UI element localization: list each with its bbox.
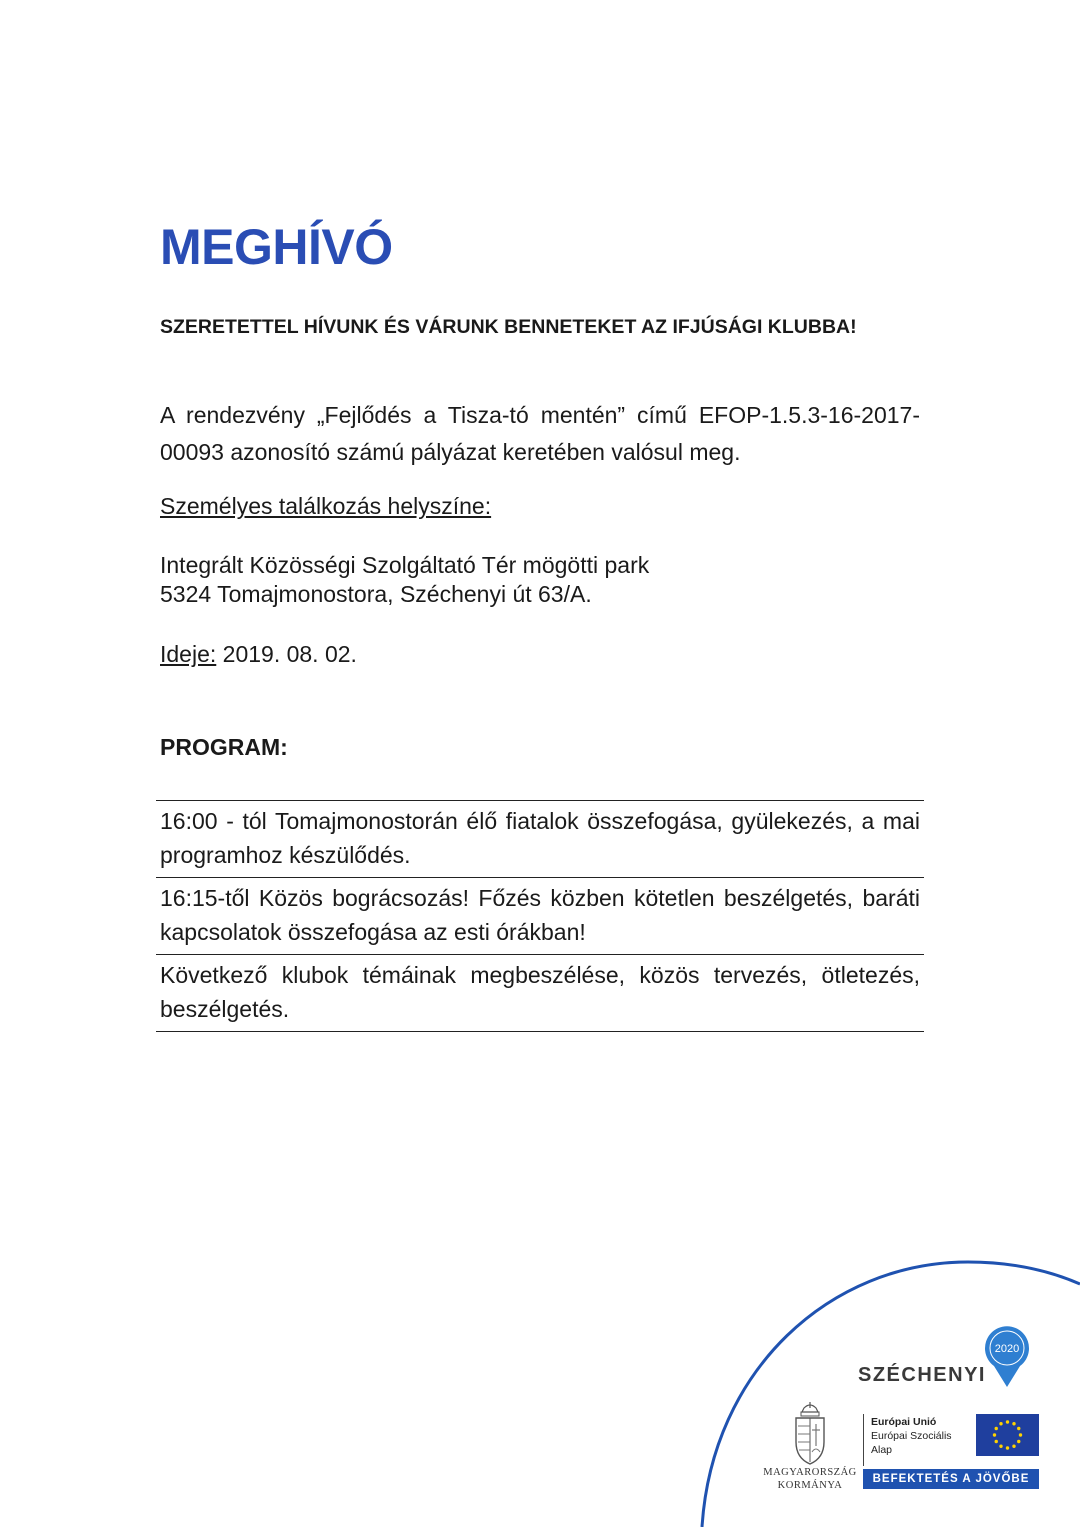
szechenyi-2020-pin-icon — [984, 1326, 1030, 1388]
eu-divider — [863, 1414, 864, 1466]
invest-future-banner: BEFEKTETÉS A JÖVŐBE — [863, 1469, 1039, 1489]
eu-star-icon — [995, 1427, 998, 1430]
intro-paragraph: A rendezvény „Fejlődés a Tisza-tó mentén” című EFOP-1.5.3-16-2017-00093 azonosító számú pályázat keretében valósul meg. — [160, 402, 920, 465]
hungarian-coat-of-arms-icon — [790, 1402, 830, 1466]
location-heading: Személyes találkozás helyszíne: — [160, 493, 492, 519]
invitation-subtitle: SZERETETTEL HÍVUNK ÉS VÁRUNK BENNETEKET AZ IFJÚSÁGI KLUBBA! — [160, 316, 857, 338]
eu-star-icon — [995, 1440, 998, 1443]
address-line-1: Integrált Közösségi Szolgáltató Tér mögötti park — [160, 552, 650, 578]
eu-star-icon — [1019, 1433, 1022, 1436]
page-title: MEGHÍVÓ — [160, 219, 393, 275]
government-label — [762, 1466, 858, 1492]
eu-star-icon — [1006, 1420, 1009, 1423]
eu-star-icon — [1006, 1446, 1009, 1449]
date-value: 2019. 08. 02. — [222, 641, 357, 667]
gov-line-1: MAGYARORSZÁG — [763, 1467, 857, 1478]
eu-star-icon — [999, 1422, 1002, 1425]
eu-fund-line-1: Európai Szociális — [871, 1430, 952, 1442]
eu-star-icon — [1017, 1427, 1020, 1430]
eu-star-icon — [993, 1433, 996, 1436]
eu-flag-icon — [976, 1414, 1039, 1456]
date-label: Ideje: — [160, 641, 217, 667]
eu-label — [871, 1415, 952, 1457]
szechenyi-label: SZÉCHENYI — [858, 1364, 986, 1386]
program-heading: PROGRAM: — [160, 734, 288, 760]
program-row: 16:15-től Közös bográcsozás! Főzés közben kötetlen beszélgetés, baráti kapcsolatok összefogása az esti órákban! — [156, 878, 924, 955]
eu-star-icon — [1012, 1422, 1015, 1425]
eu-star-icon — [1017, 1440, 1020, 1443]
address-line-2: 5324 Tomajmonostora, Széchenyi út 63/A. — [160, 581, 592, 607]
szechenyi-year: 2020 — [994, 1343, 1020, 1355]
gov-line-2: KORMÁNYA — [777, 1480, 843, 1491]
eu-fund-line-2: Alap — [871, 1444, 893, 1456]
program-row: 16:00 - tól Tomajmonostorán élő fiatalok összefogása, gyülekezés, a mai programhoz készülődés. — [156, 801, 924, 878]
program-table — [156, 800, 924, 1032]
eu-title: Európai Unió — [871, 1416, 937, 1428]
event-date — [160, 641, 357, 668]
location-address — [160, 551, 649, 609]
eu-star-icon — [999, 1445, 1002, 1448]
program-row: Következő klubok témáinak megbeszélése, közös tervezés, ötletezés, beszélgetés. — [156, 955, 924, 1032]
eu-star-icon — [1012, 1445, 1015, 1448]
